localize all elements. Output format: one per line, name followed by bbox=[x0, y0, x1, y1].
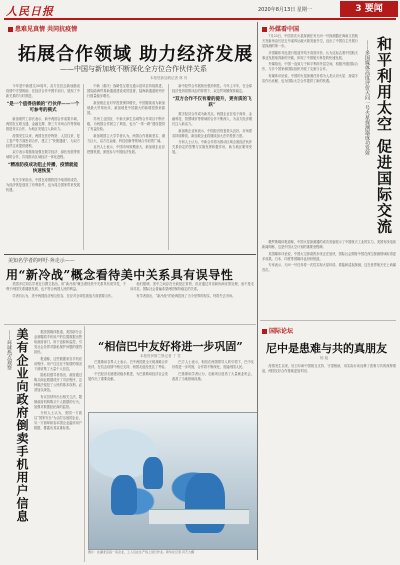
masthead-rule bbox=[4, 18, 396, 20]
square-icon bbox=[8, 27, 13, 32]
issue-date: 2020年8月13日 星期一 bbox=[258, 7, 312, 13]
commentary-headline[interactable]: 尼中是患难与共的真朋友 bbox=[266, 342, 387, 355]
right-body-top: 7月23日，中国首次火星探测任务天问一号探测器在海南文昌航天发射场由长征五号遥四运载火箭发射升空，迈出了中国自主开展行星探测的第一步。 多国媒体对此进行报道并给予高度评价，认为这标志着中国航天事业发展取得新的突破，体现了中国航天科技的快速发展。 外媒指出，中国一直致力于和平利用外层空间，积极开展国际合作，与多个国家和国际组织开展了交流与合作。 有媒体评论说，中国的火星探测任务将为人类认识火星、探索宇宙作出贡献，也为国际太空合作提供了新的机遇。 bbox=[262, 34, 358, 83]
column-divider bbox=[83, 84, 84, 250]
column-divider bbox=[168, 84, 169, 250]
section-rule bbox=[4, 254, 256, 255]
newspaper-logo: 人民日报 bbox=[6, 5, 54, 18]
worker-figure bbox=[143, 457, 163, 489]
right-section-tag: 外媒看中国 bbox=[262, 24, 299, 33]
vertical-headline[interactable]: 美有企业向政府倒卖手机用户信息 bbox=[15, 328, 29, 523]
page-divider bbox=[257, 22, 258, 400]
quote-body-col-1: 巴基斯坦各界人士表示，巴中两国是全天候战略合作伙伴，在抗击疫情中相互支持，两国友谊经受住了考验。 中巴经济走廊建设稳步推进，为巴基斯坦经济社会发展作出了重要贡献。 bbox=[88, 360, 168, 381]
right-headline[interactable]: 和平利用太空 促进国际交流 bbox=[375, 36, 393, 235]
worker-figure bbox=[185, 473, 225, 533]
lead-headline[interactable]: 拓展合作领域 助力经济发展 bbox=[18, 44, 254, 65]
feature-headline[interactable]: 用“新冷战”概念看待美中关系具有误导性 bbox=[6, 268, 234, 282]
lead-byline: 本报驻新加坡记者 林 芮 bbox=[150, 76, 188, 80]
lead-body-col-2: 中新（重庆）战略性互联互通示范项目持续推进，国际陆海贸易新通道建设成效显著，陆海新通道班列开行数量稳步增长。 新加坡企业对华投资保持增长，中国继续成为新加坡最大贸易伙伴，新加坡是中国最大的新增投资来源国。 苏州工业园区、中新天津生态城等合作项目不断升级，为两国合作树立了典范，也为“一带一路”建设提供了有益经验。 新加坡国立大学学者认为，两国合作基础坚实、潜力巨大，双方在金融、科技创新等领域合作前景广阔。 业内人士表示，中国市场规模庞大，新加坡企业应把握机遇，深度参与中国经济发展。 bbox=[87, 84, 165, 154]
square-icon bbox=[262, 329, 267, 334]
lead-subhead: ——中国与新加坡不断深化全方位合作伙伴关系 bbox=[60, 65, 207, 73]
lead-body-col-3: 新中经贸合作展现出强劲韧性。今年上半年，在全球经济受到疫情冲击的背景下，双边贸易额保持稳定。 “双方合作不仅有着的提升，更有质的飞跃” 数字经济合作成为新亮点。两国企业在电子商务、金融科技、智慧城市等领域的合作不断深入，为双方经济增长注入新活力。 新加坡企业家表示，中国经济恢复势头良好，市场需求持续释放，新加坡企业将继续加大在华投资力度。 分析人士认为，中新合作将为推动区域全面经济伙伴关系协定的签署与实施发挥积极作用，助力地区繁荣发展。 bbox=[172, 84, 252, 154]
right-subhead: ——多国媒体高度评价天问一号火星探测器成功发射 bbox=[364, 40, 370, 155]
commentary-byline: 杨 旭 bbox=[320, 356, 329, 360]
page-number-badge: 3 要闻 bbox=[340, 1, 398, 17]
feature-body-col-2: 他们强调，美中之间存在分歧是正常的，但应通过对话和协商妥善处理，而不是走向对抗。国际社会普遍希望两国保持稳定的关系。 有学者指出，“新冷战”的论调忽视了当今世界的现实，终将失去市场。 bbox=[130, 282, 254, 298]
lead-body-col-1: 今年是中新建交30周年，双方在抗击新冠肺炎疫情中守望相助，在经济合作中携手前行，展现了中新关系的与时俱进。 “是一个值得信赖的”行伙伴——一个可参考的模式 新加坡贸工部长表示，新中两国合作成果丰硕，两国在互联互通、金融支撑、第三方市场合作等领域推进务实合作，为地区发展注入新动力。 疫情发生以来，两国在医疗物资、人员往来、复工复产等方面密切合作，建立了“快捷通道”，为双方经贸往来提供便利。 双方表示将继续加强在数字经济、绿色发展等领域的合作，共同推动区域经济一体化进程。 “精准防疫成功阻止传播，疫情就能快速恢复” 有关专家指出，中国在疫情防控中取得的成效，为经济恢复创造了有利条件，也为周边国家带来发展机遇。 bbox=[6, 84, 80, 192]
commentary-body: 疫情发生以来，尼日尔和中国相互支持、守望相助，用实际行动诠释了患难与共的深厚情谊，两国友好合作基础更加牢固。 bbox=[262, 364, 396, 373]
workbench bbox=[149, 509, 249, 524]
photo-caption: 图片：在湖北宜昌一家企业，工人们在生产线上进行作业。新华社记者 肖艺九摄 bbox=[88, 550, 194, 554]
lead-section-tag: 患难见真情 共同抗疫情 bbox=[8, 24, 77, 33]
section-rule bbox=[260, 320, 396, 321]
section-rule bbox=[4, 324, 256, 325]
square-icon bbox=[262, 27, 267, 32]
vertical-story-body-1: 据美国媒体报道，美国部分企业被曝将手机用户的位置数据出售给政府部门，用于追踪和监控，引发社会各界对隐私保护问题的强烈担忧。 报道称，这些数据来自手机应用程序，用户往往在不知情的情况下被收集了大量个人信息。 隐私权倡导者指出，政府通过购买商业数据绕开了司法程序，这种做法侵犯了公民的基本权利，必须加以规范。 有议员呼吁出台相关立法，限制政府机构购买个人数据的行为，加强对数据经纪商的监管。 分析人士认为，美国一方面以“国家安全”为由打压他国企业，另一方面却纵容本国企业滥用用户数据，暴露出其双重标准。 bbox=[34, 330, 82, 430]
quote-byline: 本报驻伊斯兰堡记者 丁 雪 bbox=[140, 354, 181, 358]
right-body-bottom: 俄罗斯媒体报道称，中国火星探测器的成功发射展示了中国航天工业的实力。美国有线电视新闻网称，这是中国太空计划的重要里程碑。 英国媒体评论说，中国太空探索的步伐正在加快，国际社会期待中国在深空探测领域取得更多成果。日本、印度等国媒体也纷纷报道。 专家表示，天问一号任务将一次性实现火星环绕、着陆和巡视探测，这在世界航天史上尚属首次。 bbox=[262, 240, 396, 272]
feature-kicker: 美知名学者的呼吁·奔走示—— bbox=[8, 258, 75, 264]
quote-headline[interactable]: “相信巴中友好将进一步巩固” bbox=[98, 340, 243, 353]
factory-photo bbox=[88, 412, 258, 550]
page-divider bbox=[257, 400, 258, 560]
feature-body-col-1: 美国多位知名学者近日撰文指出，用“新冷战”概念看待美中关系具有误导性，不利于两国关系健康发展，也不符合两国人民的利益。 学者们认为，美中两国经济相互依存，在应对全球性挑战方面需要合作。 bbox=[6, 282, 126, 298]
worker-figure bbox=[111, 475, 137, 515]
column-divider bbox=[84, 326, 85, 562]
commentary-section-tag: 国际论坛 bbox=[262, 326, 293, 335]
quote-body-col-2: 巴方人士表示，相信在两国领导人的引领下，巴中友好将进一步巩固，合作将不断深化，造福两国人民。 巴基斯坦学者认为，走廊项目创造了大量就业机会，改善了当地基础设施。 bbox=[172, 360, 254, 381]
vertical-kicker: ——环球热点观察 bbox=[6, 330, 12, 370]
